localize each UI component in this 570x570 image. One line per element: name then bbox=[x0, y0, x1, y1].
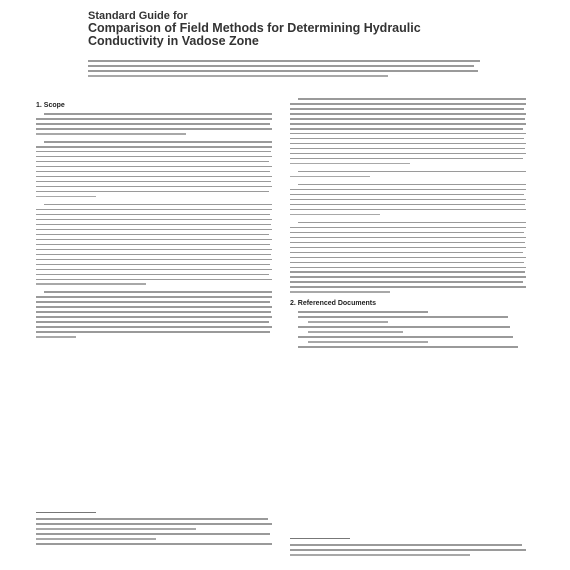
paragraph bbox=[36, 141, 272, 201]
footnotes-right bbox=[290, 544, 526, 566]
paragraph bbox=[290, 184, 526, 219]
paragraph bbox=[290, 98, 526, 168]
paragraph bbox=[290, 171, 526, 181]
paragraph bbox=[36, 204, 272, 289]
paragraph bbox=[36, 113, 272, 138]
footnote-rule-right bbox=[290, 538, 350, 539]
footnote-rule-left bbox=[36, 512, 96, 513]
section-1-heading: 1. Scope bbox=[36, 102, 65, 109]
section-2-heading: 2. Referenced Documents bbox=[290, 300, 376, 308]
paragraph bbox=[290, 222, 526, 297]
title-line-2: Comparison of Field Methods for Determining Hydraulic Conductivity in Vadose Zone bbox=[88, 21, 421, 48]
left-column bbox=[36, 98, 272, 344]
references-list bbox=[298, 311, 526, 351]
title-line-1: Standard Guide for bbox=[88, 10, 188, 22]
document-title bbox=[88, 10, 488, 48]
paragraph bbox=[36, 291, 272, 341]
right-column bbox=[290, 98, 526, 354]
abstract-block bbox=[88, 60, 480, 88]
footnotes-left bbox=[36, 518, 272, 566]
